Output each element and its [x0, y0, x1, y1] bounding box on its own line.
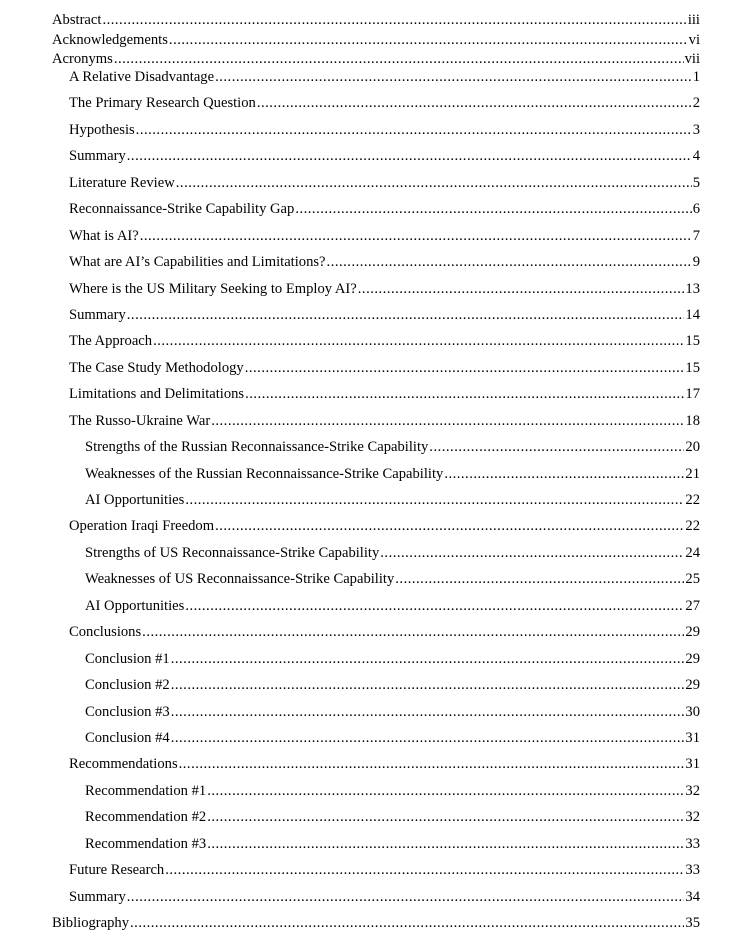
- toc-entry-title: A Relative Disadvantage: [69, 69, 215, 85]
- toc-entry-page-number: 14: [685, 306, 700, 323]
- dot-leader: [429, 439, 684, 456]
- toc-entry-title: Literature Review: [69, 174, 175, 191]
- toc-entry-title: Recommendation #3: [85, 835, 207, 852]
- dot-leader: [380, 545, 684, 562]
- dot-leader: [211, 413, 684, 430]
- toc-entry-page-number: vii: [684, 51, 700, 67]
- toc-entry-page-number: 5: [692, 174, 700, 191]
- toc-entry[interactable]: [52, 915, 700, 941]
- toc-entry-title: AI Opportunities: [85, 492, 185, 508]
- toc-entry-page-number: 6: [692, 201, 700, 218]
- toc-entry-title: The Primary Research Question: [69, 95, 256, 112]
- toc-entry-page-number: 7: [692, 227, 700, 244]
- toc-entry[interactable]: [52, 122, 700, 148]
- toc-entry-page-number: 21: [685, 465, 700, 482]
- toc-entry-page-number: vi: [688, 31, 700, 48]
- toc-entry-title: Summary: [69, 888, 126, 905]
- toc-entry[interactable]: [52, 95, 700, 121]
- dot-leader: [395, 571, 684, 588]
- toc-entry-title: Reconnaissance-Strike Capability Gap: [69, 201, 295, 218]
- toc-entry-title: Conclusion #2: [85, 677, 170, 694]
- toc-entry-title: Abstract: [52, 12, 102, 28]
- toc-entry-page-number: 18: [685, 412, 700, 429]
- dot-leader: [327, 254, 692, 271]
- toc-entry[interactable]: [52, 175, 700, 201]
- dot-leader: [215, 518, 684, 535]
- toc-entry-page-number: 31: [685, 756, 700, 773]
- toc-entry-title: Conclusion #4: [85, 729, 170, 746]
- toc-entry-page-number: 35: [685, 915, 700, 931]
- toc-entry-title: Weaknesses of the Russian Reconnaissance-Strike Capability: [85, 465, 444, 482]
- toc-entry[interactable]: [52, 466, 700, 492]
- dot-leader: [176, 175, 692, 192]
- toc-entry-title: Weaknesses of US Reconnaissance-Strike Capability: [85, 571, 395, 588]
- dot-leader: [215, 69, 692, 86]
- toc-entry-title: The Case Study Methodology: [69, 359, 244, 376]
- toc-entry-page-number: 20: [685, 439, 700, 456]
- toc-entry-page-number: 15: [685, 359, 700, 376]
- dot-leader: [207, 809, 684, 826]
- toc-entry-page-number: 34: [685, 888, 700, 905]
- toc-entry-title: Recommendations: [69, 756, 178, 773]
- toc-entry-page-number: 32: [685, 782, 700, 799]
- toc-entry-title: Conclusion #3: [85, 703, 170, 720]
- toc-entry-page-number: 30: [685, 703, 700, 720]
- toc-entry[interactable]: [52, 201, 700, 227]
- toc-entry[interactable]: [52, 51, 700, 69]
- toc-entry[interactable]: [52, 69, 700, 95]
- toc-entry-title: Conclusion #1: [85, 650, 170, 667]
- toc-entry-title: AI Opportunities: [85, 597, 185, 614]
- toc-entry[interactable]: [52, 439, 700, 465]
- toc-entry[interactable]: [52, 836, 700, 862]
- dot-leader: [127, 148, 692, 165]
- toc-entry-title: Strengths of the Russian Reconnaissance-Strike Capability: [85, 439, 429, 456]
- toc-entry-title: Where is the US Military Seeking to Employ AI?: [69, 280, 357, 297]
- dot-leader: [185, 598, 684, 615]
- toc-entry[interactable]: [52, 756, 700, 782]
- toc-entry[interactable]: [52, 281, 700, 307]
- toc-entry-page-number: 29: [685, 650, 700, 667]
- dot-leader: [102, 12, 686, 29]
- toc-entry-title: What are AI’s Capabilities and Limitations?: [69, 254, 326, 271]
- toc-entry[interactable]: [52, 254, 700, 280]
- dot-leader: [257, 95, 692, 112]
- toc-entry-title: Bibliography: [52, 915, 130, 931]
- toc-entry[interactable]: [52, 730, 700, 756]
- dot-leader: [358, 281, 685, 298]
- dot-leader: [171, 730, 685, 747]
- toc-entry-title: Acronyms: [52, 51, 113, 67]
- dot-leader: [207, 836, 684, 853]
- toc-entry-page-number: 22: [685, 492, 700, 508]
- dot-leader: [153, 333, 684, 350]
- toc-entry-page-number: iii: [687, 12, 700, 28]
- dot-leader: [169, 32, 688, 49]
- toc-entry-page-number: 25: [685, 571, 700, 588]
- toc-entry-page-number: 3: [692, 121, 700, 138]
- dot-leader: [444, 466, 684, 483]
- toc-entry[interactable]: [52, 360, 700, 386]
- toc-entry-page-number: 27: [685, 597, 700, 614]
- toc-entry-title: Recommendation #2: [85, 809, 207, 826]
- toc-entry-page-number: 4: [692, 148, 700, 165]
- toc-entry-title: Recommendation #1: [85, 782, 207, 799]
- dot-leader: [140, 228, 692, 245]
- toc-entry-page-number: 24: [685, 544, 700, 561]
- dot-leader: [245, 360, 685, 377]
- toc-entry-page-number: 2: [692, 95, 700, 112]
- toc-entry-title: What is AI?: [69, 227, 139, 244]
- toc-entry-title: Summary: [69, 148, 126, 165]
- dot-leader: [295, 201, 691, 218]
- toc-entry-title: Acknowledgements: [52, 31, 168, 48]
- toc-entry-page-number: 29: [685, 624, 700, 641]
- toc-entry[interactable]: [52, 598, 700, 624]
- toc-entry-page-number: 9: [692, 254, 700, 271]
- toc-entry[interactable]: [52, 148, 700, 174]
- toc-entry[interactable]: [52, 386, 700, 412]
- toc-entry[interactable]: [52, 862, 700, 888]
- toc-entry-title: Future Research: [69, 862, 165, 879]
- toc-entry-title: The Russo-Ukraine War: [69, 412, 211, 429]
- toc-entry[interactable]: [52, 571, 700, 597]
- toc-entry[interactable]: [52, 32, 700, 52]
- toc-entry[interactable]: [52, 889, 700, 915]
- dot-leader: [171, 704, 685, 721]
- toc-entry-page-number: 32: [685, 809, 700, 826]
- toc-entry-page-number: 31: [685, 729, 700, 746]
- toc-entry[interactable]: [52, 704, 700, 730]
- dot-leader: [142, 624, 684, 641]
- dot-leader: [127, 307, 685, 324]
- toc-entry-page-number: 17: [685, 386, 700, 403]
- dot-leader: [114, 51, 684, 68]
- toc-entry-page-number: 29: [685, 677, 700, 694]
- toc-entry[interactable]: [52, 677, 700, 703]
- toc-entry[interactable]: [52, 12, 700, 32]
- toc-entry-page-number: 22: [685, 518, 700, 535]
- toc-entry[interactable]: [52, 333, 700, 359]
- dot-leader: [130, 915, 684, 932]
- toc-entry[interactable]: [52, 413, 700, 439]
- dot-leader: [179, 756, 685, 773]
- toc-entry[interactable]: [52, 545, 700, 571]
- toc-entry-title: Strengths of US Reconnaissance-Strike Capability: [85, 544, 380, 561]
- toc-entry-page-number: 33: [685, 835, 700, 852]
- toc-entry[interactable]: [52, 651, 700, 677]
- toc-entry-title: Hypothesis: [69, 121, 135, 138]
- dot-leader: [127, 889, 685, 906]
- toc-entry[interactable]: [52, 809, 700, 835]
- toc-entry-title: The Approach: [69, 333, 153, 350]
- toc-entry-title: Limitations and Delimitations: [69, 386, 245, 403]
- toc-entry[interactable]: [52, 783, 700, 809]
- toc-entry-title: Operation Iraqi Freedom: [69, 518, 215, 535]
- table-of-contents: [52, 12, 700, 941]
- dot-leader: [136, 122, 692, 139]
- toc-entry[interactable]: [52, 492, 700, 518]
- toc-entry-page-number: 33: [685, 862, 700, 879]
- dot-leader: [245, 386, 684, 403]
- toc-entry-title: Summary: [69, 306, 126, 323]
- toc-entry-title: Conclusions: [69, 624, 142, 641]
- dot-leader: [185, 492, 684, 509]
- dot-leader: [165, 862, 684, 879]
- dot-leader: [207, 783, 684, 800]
- toc-entry[interactable]: [52, 228, 700, 254]
- toc-entry[interactable]: [52, 624, 700, 650]
- toc-entry-page-number: 15: [685, 333, 700, 350]
- toc-entry-page-number: 1: [692, 69, 700, 85]
- dot-leader: [171, 677, 685, 694]
- toc-entry[interactable]: [52, 307, 700, 333]
- dot-leader: [171, 651, 685, 668]
- toc-entry-page-number: 13: [685, 280, 700, 297]
- toc-entry[interactable]: [52, 518, 700, 544]
